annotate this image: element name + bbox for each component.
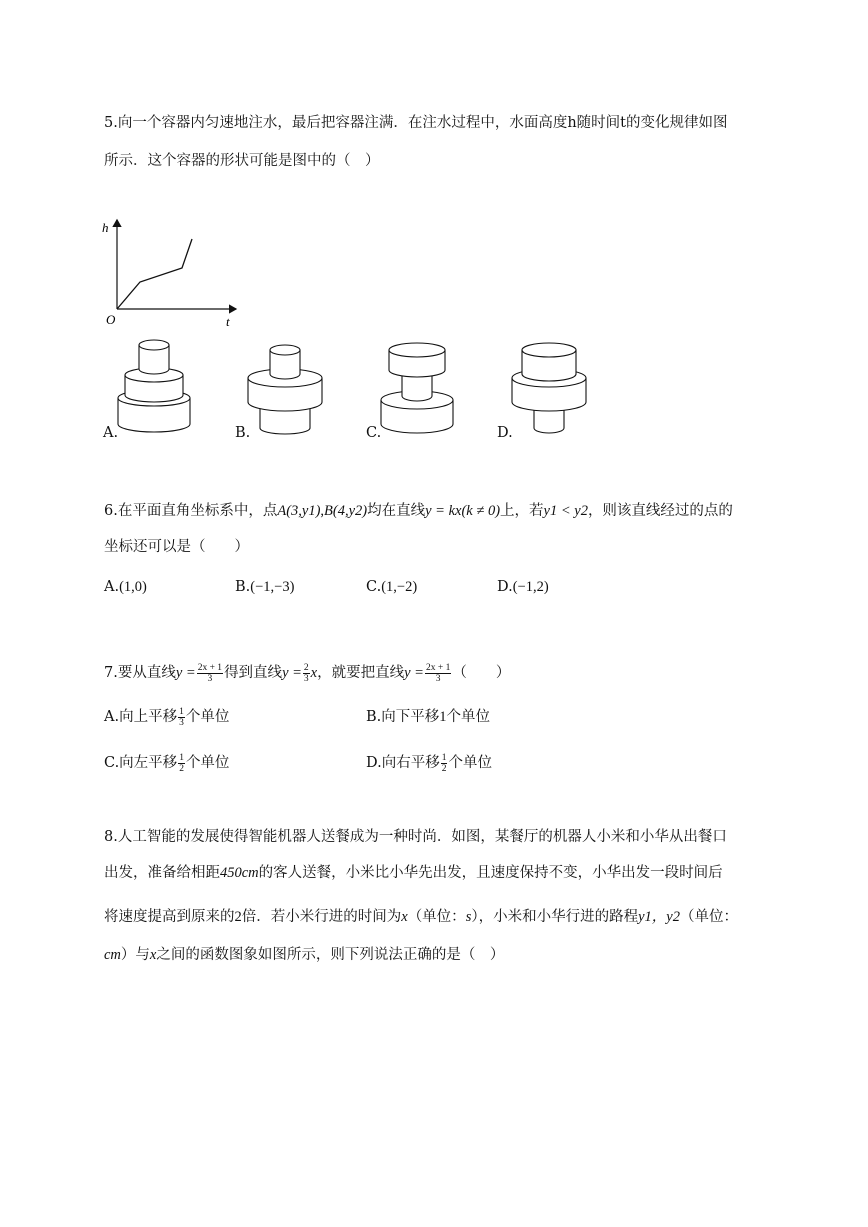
q6-option-a: A.(1,0) — [104, 579, 147, 595]
q8-line4: cm）与x之间的函数图象如图所示，则下列说法正确的是（ ） — [104, 947, 505, 963]
container-b — [240, 336, 330, 438]
q8-line3: 将速度提高到原来的2倍．若小米行进的时间为x（单位：s），小米和小华行进的路程y1，y2（单位： — [104, 909, 738, 925]
q7-line1: 7.要从直线y = $\frac{2x + 1}{3}$ 得到直线y = $\frac{2}{3}$ x，就要把直线y = $\frac{2x + 1}{3}$ （ ） — [104, 662, 511, 684]
fraction-2-over-3: $\frac{2}{3}$ — [303, 662, 309, 684]
q8-line2: 出发，准备给相距450cm的客人送餐，小米比小华先出发，且速度保持不变，小华出发一段时间后 — [104, 865, 723, 881]
graph-x-label: t — [226, 314, 230, 329]
fraction-2x-plus-1-over-3: $\frac{2x + 1}{3}$ — [197, 662, 223, 684]
q7-option-b: B.向下平移1个单位 — [366, 709, 491, 725]
q7-option-a: A.向上平移 $\frac{1}{3}$ 个单位 — [104, 706, 230, 728]
container-a — [112, 336, 197, 438]
q6-option-b: B.(−1,−3) — [235, 579, 295, 595]
q5-graph — [98, 212, 248, 332]
line-equation: y = kx(k ≠ 0) — [425, 503, 501, 519]
q6-line2: 坐标还可以是（ ） — [104, 539, 249, 555]
option-c-label: C. — [366, 425, 382, 441]
point-a: A(3,y1) — [277, 503, 321, 519]
graph-origin: O — [106, 312, 116, 327]
option-a-label: A. — [103, 425, 119, 441]
container-d — [504, 336, 594, 438]
option-d-label: D. — [497, 425, 513, 441]
q6-option-c: C.(1,−2) — [366, 579, 418, 595]
option-b-label: B. — [235, 425, 251, 441]
graph-curve — [117, 239, 192, 309]
point-b: B(4,y2) — [324, 503, 368, 519]
q8-line1: 8.人工智能的发展使得智能机器人送餐成为一种时尚．如图，某餐厅的机器人小米和小华从出餐口 — [104, 829, 727, 845]
q7-option-c: C.向左平移 $\frac{1}{2}$ 个单位 — [104, 752, 230, 774]
inequality: y1 < y2 — [543, 503, 588, 519]
q7-option-d: D.向右平移 $\frac{1}{2}$ 个单位 — [366, 752, 492, 774]
q5-line2: 所示．这个容器的形状可能是图中的（ ） — [104, 153, 380, 169]
q6-option-d: D.(−1,2) — [497, 579, 549, 595]
q5-line1: 5.向一个容器内匀速地注水，最后把容器注满．在注水过程中，水面高度h随时间t的变化规律如图 — [104, 115, 728, 131]
fraction-2x-plus-1-over-3-b: $\frac{2x + 1}{3}$ — [425, 662, 451, 684]
graph-y-label: h — [102, 220, 109, 235]
q6-line1: 6.在平面直角坐标系中，点A(3,y1),B(4,y2)均在直线y = kx(k ≠ 0)上，若y1 < y2，则该直线经过的点的 — [104, 503, 733, 519]
container-c — [372, 336, 462, 438]
